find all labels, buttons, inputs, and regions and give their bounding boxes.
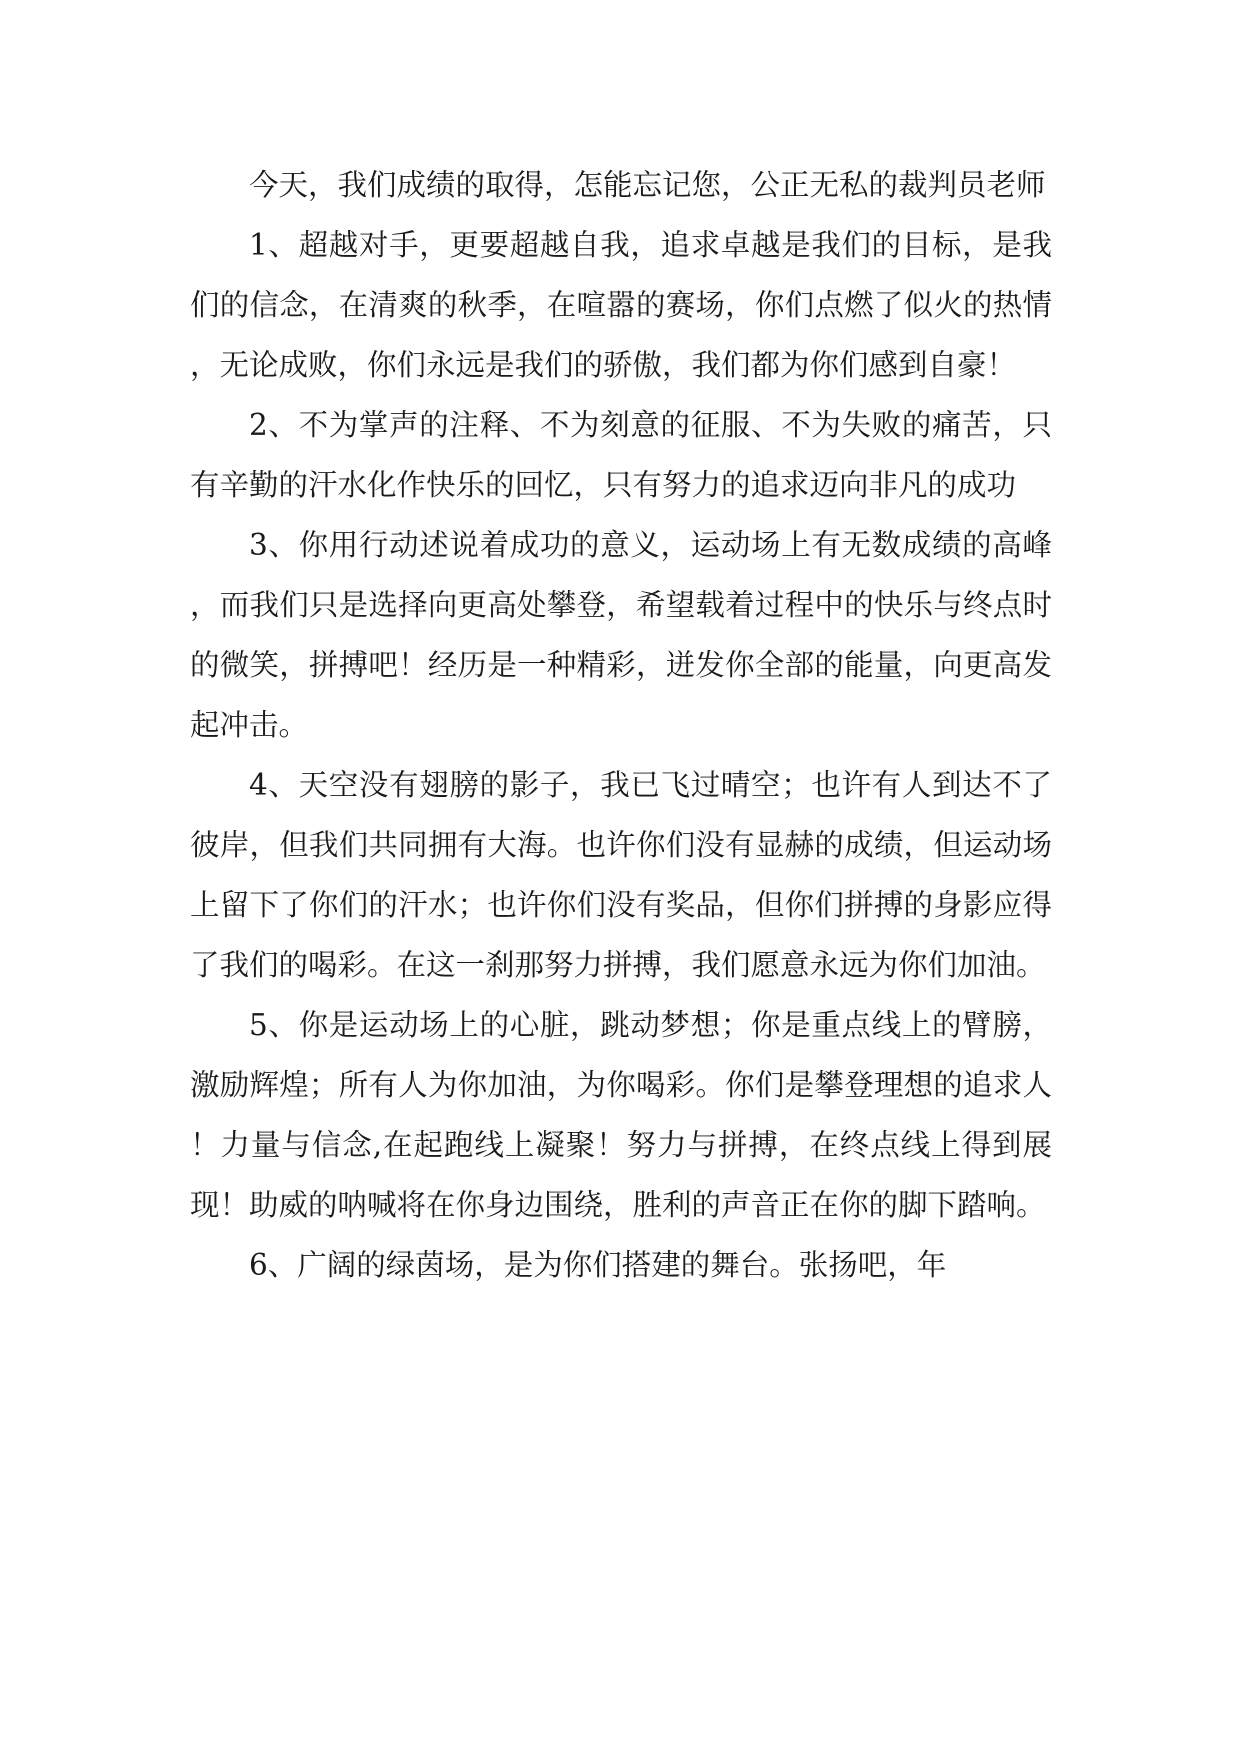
paragraph-1: 1、超越对手，更要超越自我，追求卓越是我们的目标，是我们的信念，在清爽的秋季，在喧嚣的赛场，你们点燃了似火的热情，无论成败，你们永远是我们的骄傲，我们都为你们感到自豪！	[190, 228, 1052, 382]
paragraph-4: 4、天空没有翅膀的影子，我已飞过晴空；也许有人到达不了彼岸，但我们共同拥有大海。也许你们没有显赫的成绩，但运动场上留下了你们的汗水；也许你们没有奖品，但你们拼搏的身影应得了我们的喝彩。在这一刹那努力拼搏，我们愿意永远为你们加油。	[190, 768, 1052, 982]
paragraph-intro: 今天，我们成绩的取得，怎能忘记您，公正无私的裁判员老师	[249, 168, 1046, 202]
paragraph-2: 2、不为掌声的注释、不为刻意的征服、不为失败的痛苦，只有辛勤的汗水化作快乐的回忆，只有努力的追求迈向非凡的成功	[190, 408, 1052, 502]
paragraph-5: 5、你是运动场上的心脏，跳动梦想；你是重点线上的臂膀，激励辉煌；所有人为你加油，为你喝彩。你们是攀登理想的追求人！力量与信念,在起跑线上凝聚！努力与拼搏，在终点线上得到展现！助威的呐喊将在你身边围绕，胜利的声音正在你的脚下踏响。	[190, 1008, 1052, 1222]
document-body	[190, 155, 1052, 1295]
paragraph-3: 3、你用行动述说着成功的意义，运动场上有无数成绩的高峰，而我们只是选择向更高处攀登，希望载着过程中的快乐与终点时的微笑，拼搏吧！经历是一种精彩，迸发你全部的能量，向更高发起冲击。	[190, 528, 1052, 742]
paragraph-6: 6、广阔的绿茵场，是为你们搭建的舞台。张扬吧，年	[249, 1248, 947, 1282]
